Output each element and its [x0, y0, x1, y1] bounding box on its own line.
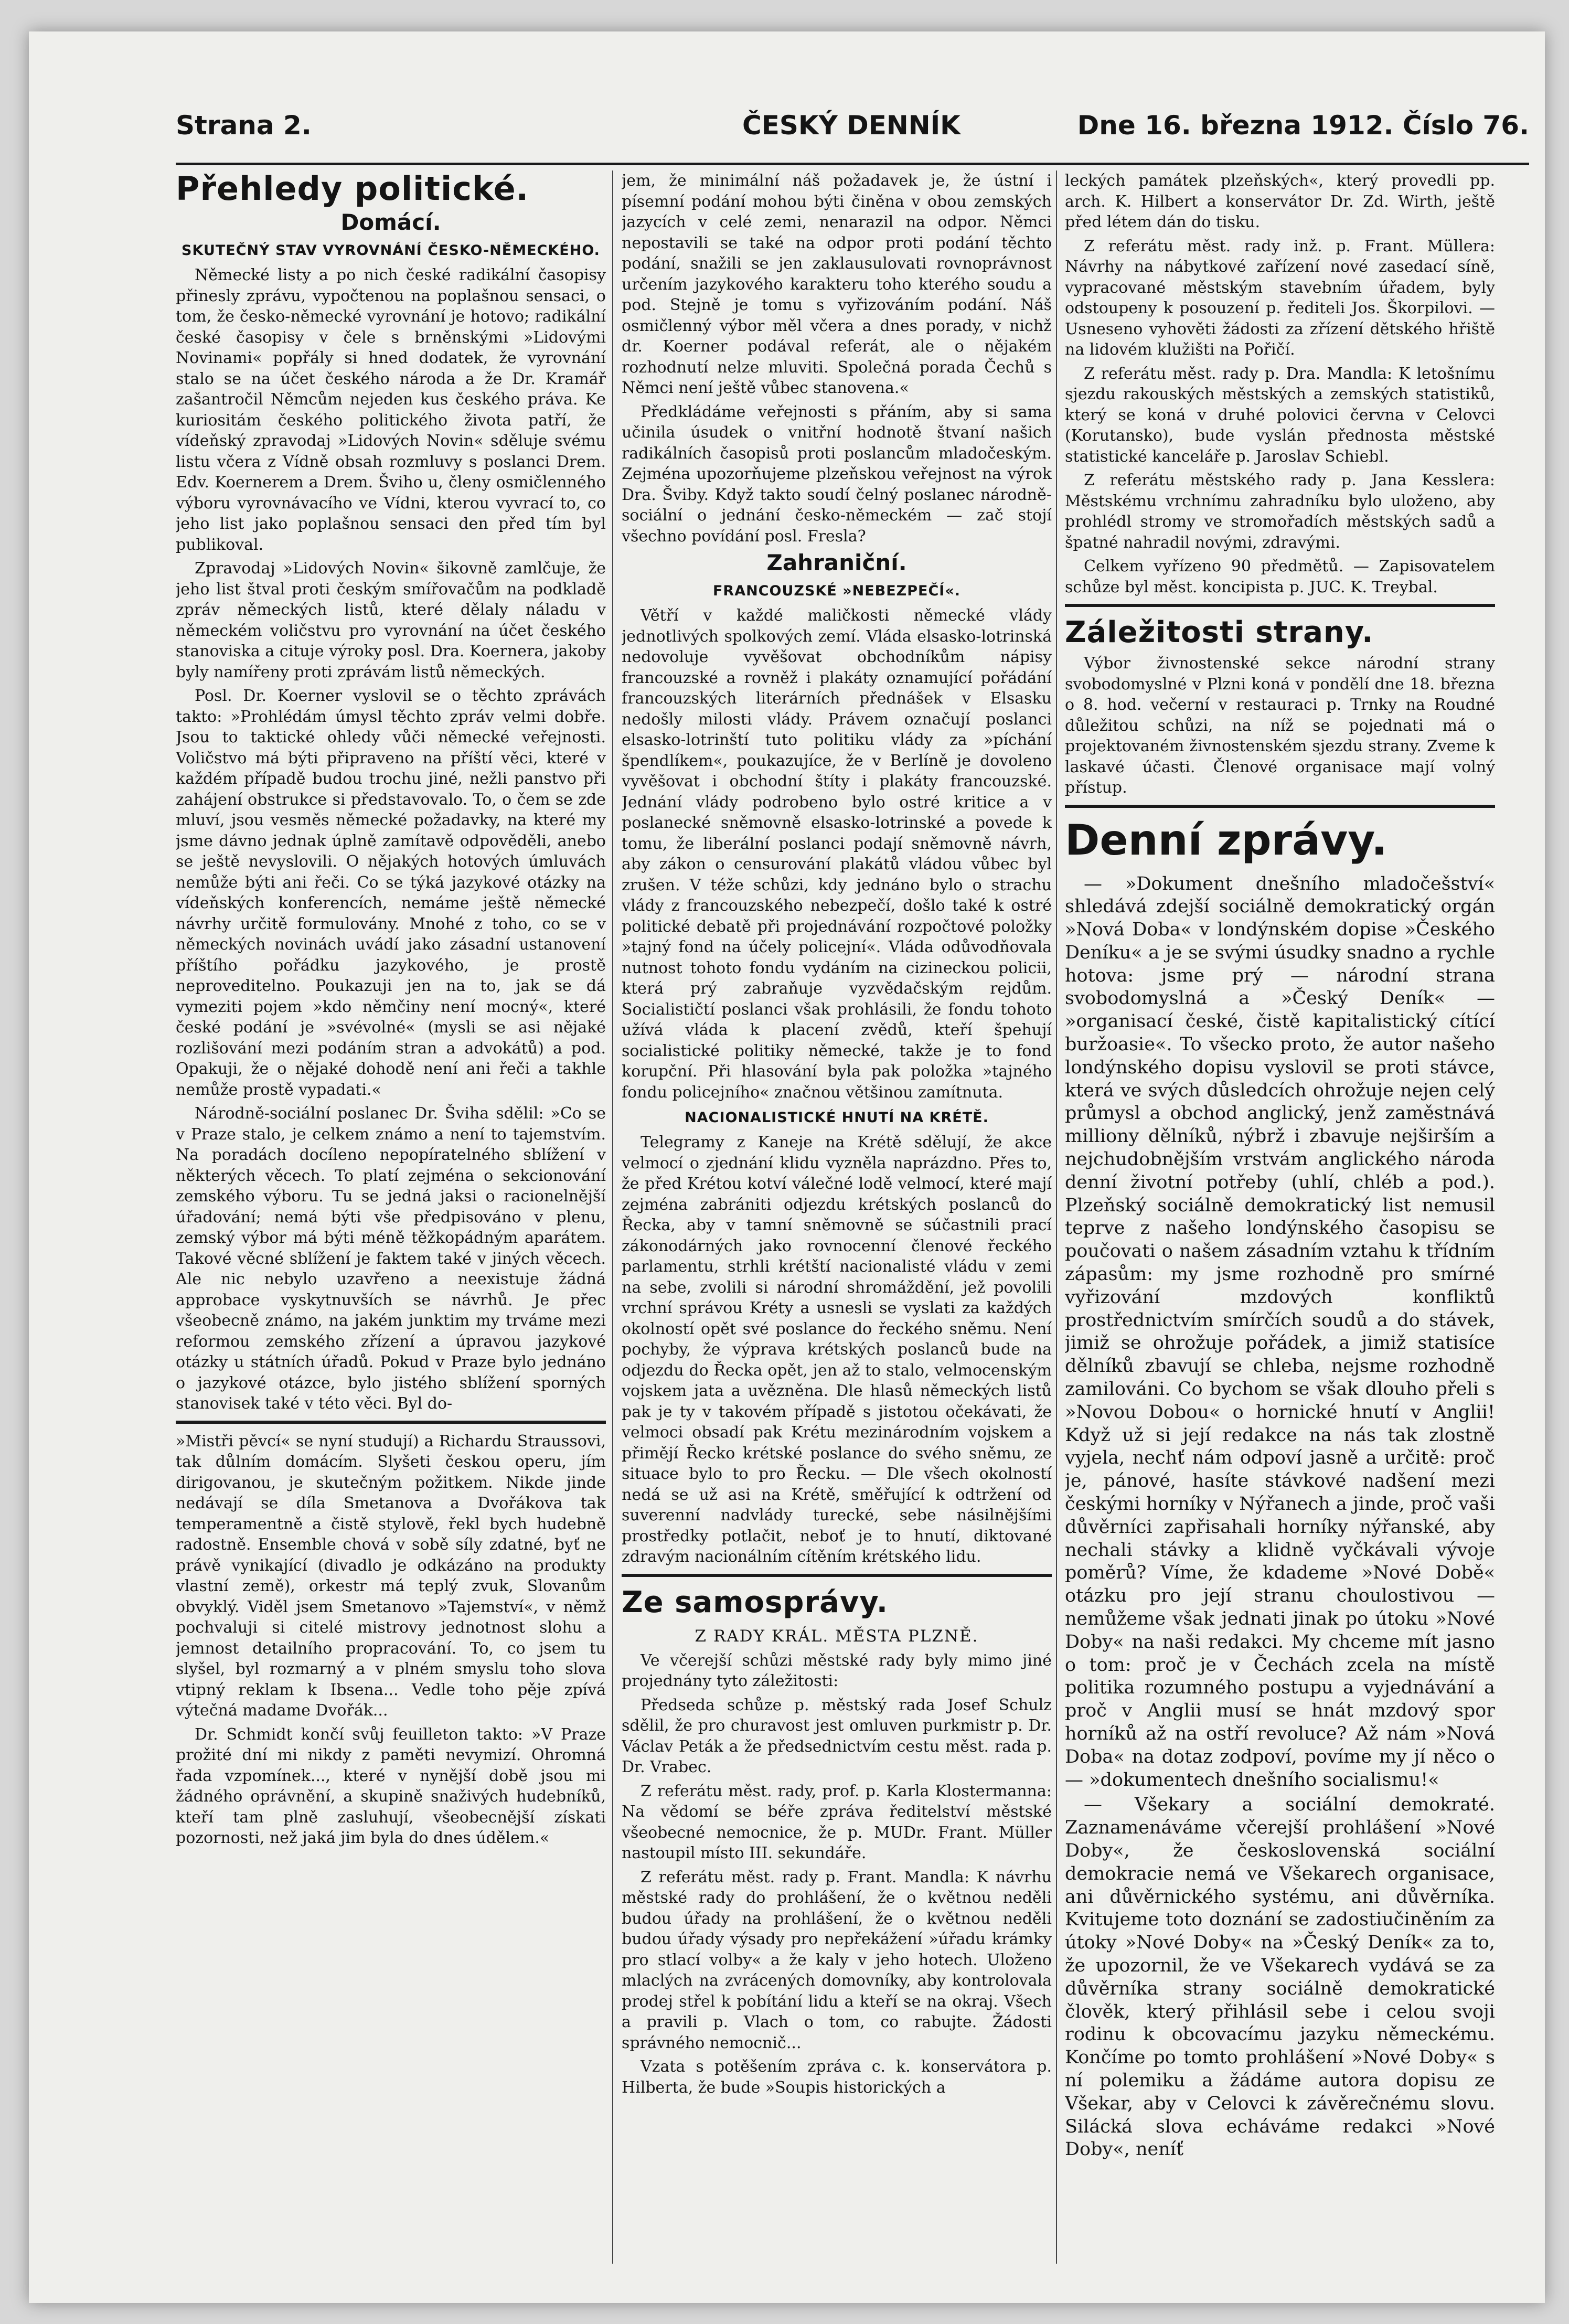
column-1 [176, 170, 606, 2248]
section-heading-politics: Přehledy politické. [176, 170, 529, 208]
article-paragraph: Předseda schůze p. městský rada Josef Schulz sdělil, že pro churavost jest omluven purkmistr p. Dr. Václav Peták a že předsednictvím cestu měst. rada p. Dr. Vrabec. [622, 1696, 1052, 1776]
issue-date: Dne 16. března 1912. Číslo 76. [1077, 110, 1529, 141]
article-paragraph: Ve včerejší schůzi městské rady byly mimo jiné projednány tyto záležitosti: [622, 1651, 1052, 1690]
article-paragraph: Z referátu měst. rady p. Dra. Mandla: K letošnímu sjezdu rakouských městských a zemských statistiků, který se koná v druhé polovici června v Celovci (Korutansko), bude vyslán přednosta městské statistické kanceláře p. Jaroslav Schiebl. [1065, 364, 1495, 466]
column-divider-2 [1056, 170, 1057, 2264]
masthead-title: ČESKÝ DENNÍK [742, 110, 960, 141]
column-divider-1 [612, 170, 613, 2264]
article-paragraph: Telegramy z Kaneje na Krétě sdělují, že akce velmocí o zjednání klidu vyzněla naprázdno. Přes to, že před Krétou kotví válečné lodě velmocí, které mají zejména zabrániti odjezdu krétských poslanců do Řecka, aby v tamní sněmovně se súčastnili prací zákonodárných jako rovnocenní členové řeckého parlamentu, strhli krétští nacionalisté vládu v zemi na sebe, zvolili si národní shromáždění, jež povolili vrchní správou Kréty a usnesli se vyslati za každých okolností opět své poslance do řeckého sněmu. Není pochyby, že výprava krétských poslanců bude na odjezdu do Řecka opět, jen až to stalo, velmocenským vojskem jata a uvězněna. Dle hlasů německých listů pak je ty v takovém případě s jistotou očekávati, že velmoci obsadí pak Krétu mezinárodním vojskem a přimějí Řecko krétské poslance do svého sněmu, ze situace bylo to pro Řecku. — Dle všech okolností nedá se už asi na Krétě, směřující k odtržení od suverenní nadvlády turecké, sebe násilnějšími prostředky potlačit, neboť je to hnutí, diktované zdravým nacionálním cítěním krétského lidu. [622, 1133, 1052, 1566]
section-heading-news: Denní zprávy. [1065, 815, 1387, 865]
article-paragraph: Posl. Dr. Koerner vyslovil se o těchto zprávách takto: »Prohlédám úmysl těchto zpráv velmi dobře. Jsou to taktické ohledy vůči německé veřejnosti. Voličstvo má býti připraveno na příští věci, které v každém případě budou trochu jiné, nežli panstvo při zahájení obstrukce si představovalo. To, o čem se zde mluví, jsou vesměs německé požadavky, na které my jsme dávno jednak úplně zamítavě odpověděli, anebo se ještě nevyslovili. O nějakých hotových úmluvách nemůže býti ani řeči. Co se týká jazykové otázky na vídeňských konferencích, nemáme ještě německé návrhy určitě formulovány. Mnohé z toho, co se v německých novinách uvádí jako zásadní ustanovení příštího pořádku jazykového, je prostě neproveditelno. Poukazuji jen na to, jak se dá vymeziti pojem »kdo němčiny není mocný«, které české podání je »svévolné« (mysli se asi nějaké rozlišování mezi podáním stran a advokátů) a pod. Opakuji, že o nějaké dohodě není ani řeči a takhle nemůže prostě vypadati.« [176, 687, 606, 1099]
article-paragraph: Z referátu měst. rady, prof. p. Karla Klostermanna: Na vědomí se béře zpráva ředitelství městské všeobecné nemocnice, že p. MUDr. Frant. Müller nastoupil místo III. sekundáře. [622, 1782, 1052, 1862]
page-number: Strana 2. [176, 110, 312, 141]
article-title-rada: Z RADY KRÁL. MĚSTA PLZNĚ. [695, 1626, 979, 1646]
article-paragraph: jem, že minimální náš požadavek je, že ústní i písemní podání mohou býti činěna v obou zemských jazycích v celé zemi, nenarazil na odpor. Němci nepostavili se také na odpor proti podání těchto podání, snažili se jen zaklausulovati rovnoprávnost určením jazykového karakteru toho kterého soudu a pod. Stejně je tomu s vyřizováním podání. Náš osmičlenný výbor měl včera a dnes porady, v nichž dr. Koerner podával referát, ale o nějakém rozhodnutí nelze mluviti. Společná porada Čechů s Němci není ještě vůbec stanovena.« [622, 172, 1052, 397]
header-rule [176, 163, 1529, 165]
article-paragraph: Národně-sociální poslanec Dr. Šviha sdělil: »Co se v Praze stalo, je celkem známo a není to tajemstvím. Na poradách docíleno nepopíratelného sblížení v některých věcech. To platí zejména o sekcionování zemského výboru. Tu se jedná jaksi o racionelnější úřadování; nemá býti vše předpisováno v plenu, zemský výbor má býti méně těžkopádným aparátem. Takové věcné sblížení je faktem také v jiných věcech. Ale nic nebylo uzavřeno a neexistuje žádná approbace vyskytnuvších se návrhů. Je přec všeobecně známo, na jakém junktim my trváme mezi reformou zemského zřízení a úpravou jazykové otázky u státních úřadů. Pokud v Praze bylo jednáno o jazykové otázce, bylo jistého sblížení sporných stanovisek také v této věci. Byl do- [176, 1104, 606, 1413]
section-heading-samosprava: Ze samosprávy. [622, 1585, 888, 1619]
article-paragraph: Z referátu městského rady p. Jana Kesslera: Městskému vrchnímu zahradníku bylo uloženo, aby prohlédl stromy ve stromořadích městských sadů a špatné nahradil novými, zdravými. [1065, 471, 1495, 552]
review-paragraph: »Mistři pěvcí« se nyní studují) a Richardu Straussovi, tak důlním domácím. Slyšeti českou operu, jím dirigovanou, je skutečným požitkem. Nikde jinde nedávají se díla Smetanova a Dvořákova tak temperamentně a čistě stylově, řekl bych hudebně radostně. Ensemble chová v sobě síly zdatné, byť ne právě vynikající (divadlo je odkázáno na produkty vlastní země), orkestr má teplý zvuk, Slovanům obvyklý. Viděl jsem Smetanovo »Tajemství«, v němž pochvaluji si citelé mistrovy jednotnost slohu a jemnost detailního propracování. To, co jsem tu slyšel, byl rozmarný a v plném smyslu toho slova vtipný reklam k Ibsena... Vedle toho pěje zpívá výtečná madame Dvořák... [176, 1432, 606, 1720]
article-paragraph: Zpravodaj »Lidových Novin« šikovně zamlčuje, že jeho list štval proti českým smířovačům na podkladě zpráv německých listů, které dělaly náladu v německém voličstvu pro vyrovnání na účet českého stanoviska a cituje výroky posl. Dra. Koernera, jakoby byly namířeny proti zprávám listů německých. [176, 559, 606, 681]
article-paragraph: Větří v každé maličkosti německé vlády jednotlivých spolkových zemí. Vláda elsasko-lotrinská nedovoluje vyvěšovat obchodníkům nápisy francouzské a rovněž i plakáty oznamující pořádání francouzských literárních přednášek v Elsasku nedošly milosti vlády. Právem označují poslanci elsasko-lotrinští tuto politiku vlády za »píchání špendlíkem«, poukazujíce, že v Berlíně je dovoleno vyvěšovat i obchodní štíty i plakáty francouzské. Jednání vlády podrobeno bylo ostré kritice a v poslanecké sněmovně elsasko-lotrinské a povede k tomu, že liberální poslanci podají sněmovně návrh, aby zákon o censurování plakátů vládou vůbec byl zrušen. V téže schůzi, kdy jednáno bylo o strachu vlády z francouzského nebezpečí, došlo také k ostré politické debatě při projednávání rozpočtové položky »tajný fond na účely policejní«. Vláda odůvodňovala nutnost tohoto fondu vydáním na cizineckou policii, která prý zabraňuje vyzvědačským rejdům. Socialističtí poslanci však prohlásili, že fondu tohoto užívá vláda k placení zvědů, kteří špehují socialistické politiky německé, takže je to fond korupční. Při hlasování byla pak položka »tajného fondu policejního« značnou většinou zamítnuta. [622, 606, 1052, 1102]
section-rule [1065, 604, 1495, 607]
section-subheading-foreign: Zahraniční. [766, 550, 907, 575]
article-paragraph: Vzata s potěšením zpráva c. k. konservátora p. Hilberta, že bude »Soupis historických a [622, 2058, 1052, 2097]
section-heading-party: Záležitosti strany. [1065, 615, 1374, 649]
column-2 [622, 170, 1052, 2248]
article-paragraph: Výbor živnostenské sekce národní strany svobodomyslné v Plzni koná v pondělí dne 18. března o 8. hod. večerní v restauraci p. Trnky na Roudné důležitou schůzi, na níž se pojednati má o projektovaném živnostenském sjezdu strany. Zveme k laskavé účasti. Členové organisace mají volný přístup. [1065, 654, 1495, 797]
article-paragraph: Předkládáme veřejnosti s přáním, aby si sama učinila úsudek o vnitřní hodnotě štvaní našich radikálních časopisů proti poslancům mladočeským. Zejména upozorňujeme plzeňskou veřejnost na výrok Dra. Šviby. Když takto soudí čelný poslanec národně-sociální o jednání česko-německém — zač stojí všechno povídání posl. Fresla? [622, 402, 1052, 546]
section-rule [622, 1574, 1052, 1577]
article-paragraph: Německé listy a po nich české radikální časopisy přinesly zprávu, vypočtenou na poplašnou sensaci, o tom, že česko-německé vyrovnání je hotovo; radikální české časopisy v čele s brněnskými »Lidovými Novinami« popřály si hned dodatek, že vyrovnání stalo se na účet českého národa a že Dr. Kramář zašantročil Němcům nejeden kus českého práva. Ke kuriositám českého politického života patří, že vídeňský zpravodaj »Lidových Novin« sděluje svému listu včera z Vídně obsah rozmluvy s poslanci Drem. Edv. Koernerem a Drem. Šviho u, členy osmičlenného výboru vyrovnávacího ve Vídni, kterou vyvrací to, co jeho list jako poplašnou sensaci den před tím byl publikoval. [176, 266, 606, 554]
page-header [176, 110, 1529, 157]
article-paragraph: Celkem vyřízeno 90 předmětů. — Zapisovatelem schůze byl měst. koncipista p. JUC. K. Treybal. [1065, 557, 1495, 596]
article-title-vyrovnani: SKUTEČNÝ STAV VYROVNÁNÍ ČESKO-NĚMECKÉHO. [182, 242, 600, 259]
feuilleton-rule [176, 1421, 606, 1424]
article-title-crete: NACIONALISTICKÉ HNUTÍ NA KRÉTĚ. [685, 1110, 989, 1126]
section-rule [1065, 805, 1495, 808]
column-3 [1065, 170, 1495, 2248]
article-title-french: FRANCOUZSKÉ »NEBEZPEČÍ«. [712, 583, 961, 599]
review-paragraph: Dr. Schmidt končí svůj feuilleton takto: »V Praze prožité dní mi nikdy z paměti nevymizí. Ohromná řada vzpomínek..., které v nynější době jsou mi žádného oprávnění, a skupině snaživých hudebníků, kteří tam plně zasluhují, všeobecnější získati pozornosti, než jaká jim byla do dnes údělem.« [176, 1725, 606, 1847]
article-paragraph: leckých památek plzeňských«, který provedli pp. arch. K. Hilbert a konservátor Dr. Zd. Wirth, ještě před létem dán do tisku. [1065, 172, 1495, 231]
article-paragraph: Z referátu měst. rady p. Frant. Mandla: K návrhu městské rady do prohlášení, že o květnou neděli budou úřady na prohlášení, že o květnou neděli budou úřady výsady pro nepřekážení »úřadu krámky pro stlací volby« a že kaly v jeho hotech. Uloženo mlaclých na zvrácených domovníky, aby kontrolovala prodej střel k pobítání lidu a kteří se na okraj. Všech a pravili p. Vlach o tom, co rabujte. Žádosti správného nemocnič... [622, 1868, 1052, 2052]
news-paragraph: — »Dokument dnešního mladočešství« shledává zdejší sociálně demokratický orgán »Nová Doba« v londýnském dopise »Českého Deníku« a je se svými úsudky snadno a rychle hotova: jsme prý — národní strana svobodomyslná a »Český Deník« — »organisací české, čistě kapitalistický cítící buržoasie«. To všecko proto, že autor našeho londýnského dopisu vyslovil se proti stávce, která ve svých důsledcích ohrožuje nejen celý průmysl a obchod anglický, jenž zaměstnává milliony dělníků, nýbrž i zbavuje nejširším a nejchudobnějším vrstvám anglického národa denní životní potřeby (uhlí, chléb a pod.). Plzeňský sociálně demokratický list nemusil teprve z našeho londýnského časopisu se poučovati o našem zásadním vztahu k třídním zápasům: my jsme rozhodně pro smírné vyřizování mzdových konfliktů prostřednictvím smírčích soudů a do stávek, jimiž se ohrožuje pořádek, a jimiž statisíce dělníků zbavují se chleba, nejsme rozhodně zamilováni. Co bychom se však dlouho přeli s »Novou Dobou« o hornické hnutí v Anglii! Když už si její redakce na nás tak zlostně vyjela, nechť nám odpoví jasně a určitě: proč je, pánové, hasíte stávkové nadšení mezi českými horníky v Nýřanech a jinde, proč vaši důvěrníci zapřisahali horníky nýřanské, aby nechali stávky a klidně vyčkávali vývoje poměrů? Víme, že kdademe »Nové Době« otázku pro její stranu choulostivou — nemůžeme však jednati jinak po útoku »Nové Doby« na naši redakci. My chceme mít jasno o tom: proč je v Čechách zcela na místě politika rozumného postupu a vyjednávání a proč v Anglii musí se hnát mzdový spor horníků až na ostří revoluce? Až nám »Nová Doba« na dotaz zodpoví, povíme my jí něco o — »dokumentech dnešního socialismu!« [1065, 873, 1495, 1790]
section-subheading-domestic: Domácí. [340, 209, 441, 235]
news-paragraph: — Všekary a sociální demokraté. Zaznamenáváme včerejší prohlášení »Nové Doby«, že československá sociální demokracie nemá ve Všekarech organisace, ani důvěrnického systému, ani důvěrníka. Kvitujeme toto doznání se zadostiučiněním za útoky »Nové Doby« na »Český Deník« za to, že upozornil, že ve Všekarech vydává se za důvěrníka strany sociálně demokratické člověk, který přihlásil sebe i celou svoji rodinu k obcovacímu jazyku německému. Končíme po tomto prohlášení »Nové Doby« s ní polemiku a žádáme autora dopisu ze Všekar, aby v Celovci k závěrečnému slovu. Silácká slova echáváme redakci »Nové Doby«, neníť [1065, 1794, 1495, 2160]
newspaper-page [29, 31, 1545, 2303]
news-text [1065, 873, 1495, 2162]
article-paragraph: Z referátu měst. rady inž. p. Frant. Müllera: Návrhy na nábytkové zařízení nové zasedací síně, vypracované městským stavebním úřadem, byly odstoupeny k posouzení p. řediteli Jos. Škorpilovi. — Usneseno vyhověti žádosti za zřízení dětského hřiště na lidovém klužišti na Pořičí. [1065, 237, 1495, 359]
